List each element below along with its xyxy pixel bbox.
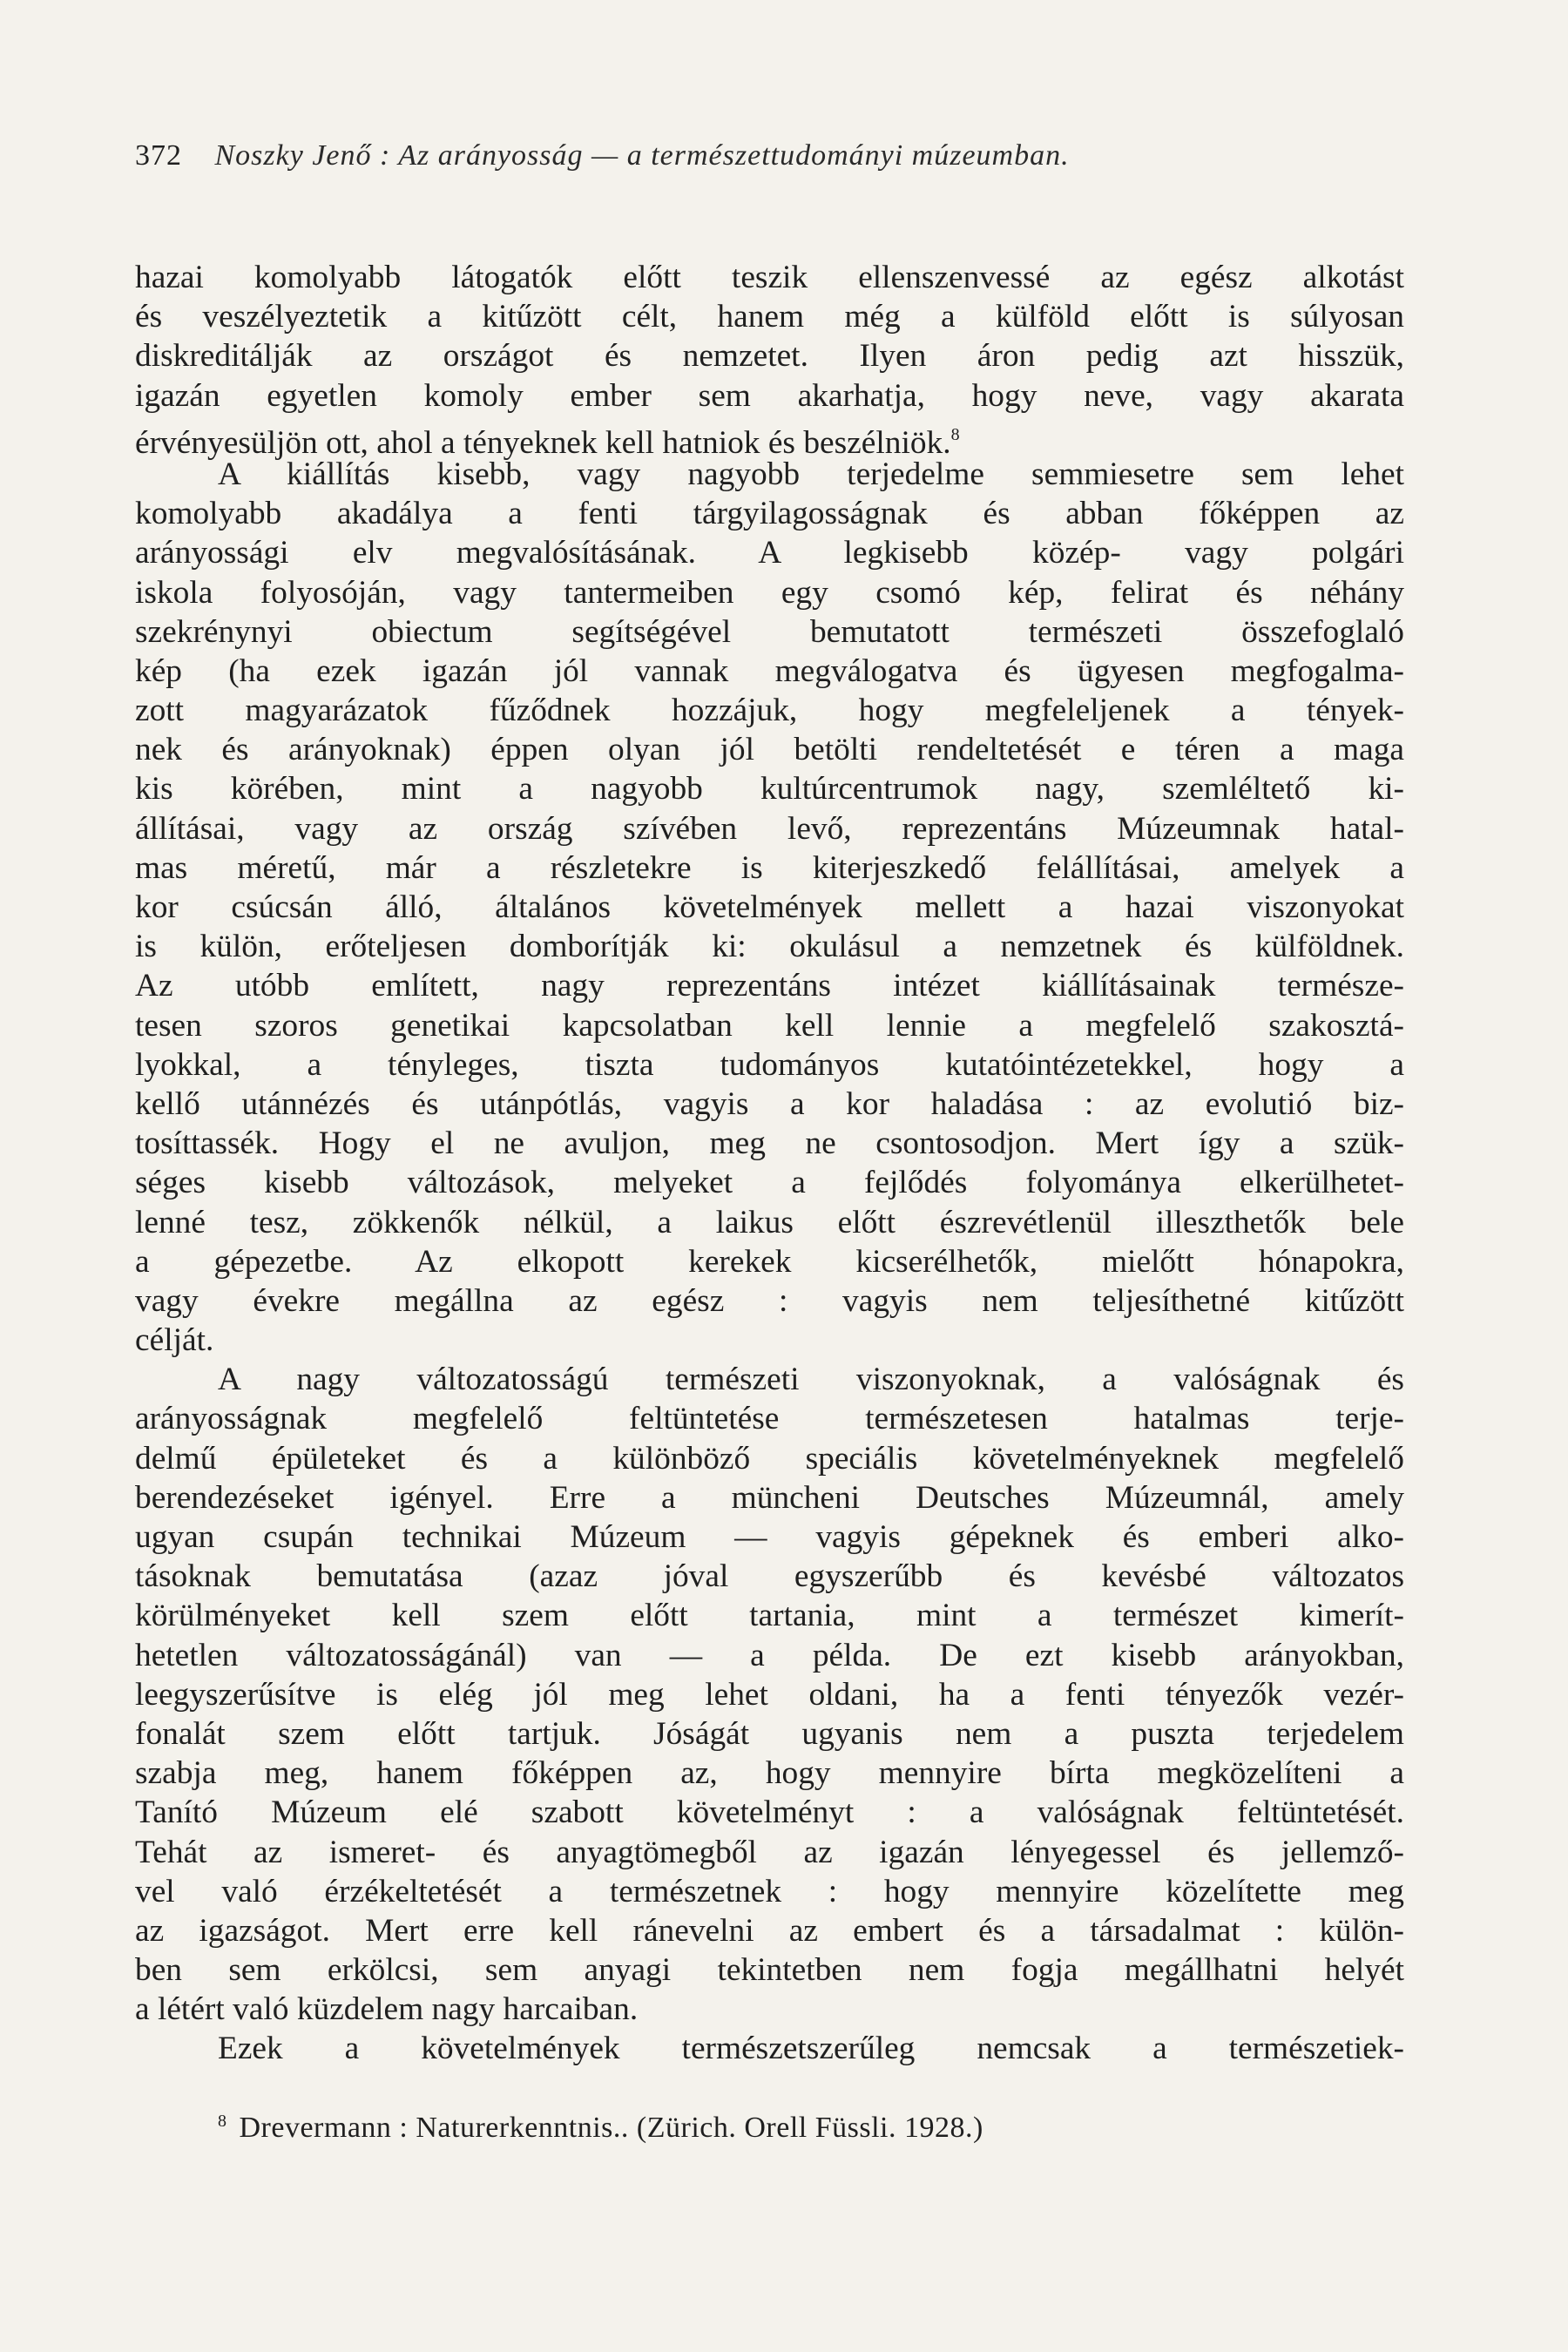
text-line: és veszélyeztetik a kitűzött célt, hanem még a külföld előtt is súlyosan xyxy=(135,299,1404,335)
text-line: is külön, erőteljesen domborítják ki: okulásul a nemzetnek és külföldnek. xyxy=(135,929,1404,965)
text-line: berendezéseket igényel. Erre a müncheni Deutsches Múzeumnál, amely xyxy=(135,1479,1404,1516)
text-line: ugyan csupán technikai Múzeum — vagyis gépeknek és emberi alko- xyxy=(135,1519,1404,1555)
text-line: séges kisebb változások, melyeket a fejlődés folyománya elkerülhetet- xyxy=(135,1165,1404,1201)
text-line: tesen szoros genetikai kapcsolatban kell lennie a megfelelő szakosztá- xyxy=(135,1007,1404,1044)
text-line: igazán egyetlen komoly ember sem akarhatja, hogy neve, vagy akarata xyxy=(135,377,1404,414)
text-line: tosíttassék. Hogy el ne avuljon, meg ne csontosodjon. Mert így a szük- xyxy=(135,1125,1404,1162)
text-line: A nagy változatosságú természeti viszonyoknak, a valóságnak és xyxy=(218,1362,1404,1398)
text-line: komolyabb akadálya a fenti tárgyilagosságnak és abban főképpen az xyxy=(135,496,1404,532)
text-line: hazai komolyabb látogatók előtt teszik ellenszenvessé az egész alkotást xyxy=(135,260,1404,295)
text-line: érvényesüljön ott, ahol a tényeknek kell hatniok és beszélniök. xyxy=(135,424,951,461)
running-header xyxy=(135,139,1407,172)
text-line: delmű épületeket és a különböző speciális követelményeknek megfelelő xyxy=(135,1440,1404,1477)
footnote-text: Drevermann : Naturerkenntnis.. (Zürich. Orell Füssli. 1928.) xyxy=(239,2112,983,2144)
text-line: mas méretű, már a részletekre is kiterjeszkedő felállításai, amelyek a xyxy=(135,849,1404,886)
text-line: lenné tesz, zökkenők nélkül, a laikus előtt észrevétlenül illeszthetők bele xyxy=(135,1204,1404,1240)
text-line: kellő utánnézés és utánpótlás, vagyis a kor haladása : az evolutió biz- xyxy=(135,1085,1404,1122)
text-line: zott magyarázatok fűződnek hozzájuk, hogy megfeleljenek a tények- xyxy=(135,693,1404,729)
text-line: iskola folyosóján, vagy tantermeiben egy csomó kép, felirat és néhány xyxy=(135,574,1404,611)
text-line: nek és arányoknak) éppen olyan jól betölti rendeltetését e téren a maga xyxy=(135,732,1404,768)
text-line: kor csúcsán álló, általános követelmények mellett a hazai viszonyokat xyxy=(135,889,1404,925)
text-line: lyokkal, a tényleges, tiszta tudományos kutatóintézetekkel, hogy a xyxy=(135,1046,1404,1083)
text-line-with-footnote xyxy=(135,416,1404,461)
page-number: 372 xyxy=(135,139,182,172)
footnote-reference: 8 xyxy=(950,424,960,444)
text-line: Az utóbb említett, nagy reprezentáns intézet kiállításainak természe- xyxy=(135,968,1404,1004)
text-line: állításai, vagy az ország szívében levő, reprezentáns Múzeumnak hatal- xyxy=(135,810,1404,847)
text-line: a gépezetbe. Az elkopott kerekek kicserélhetők, mielőtt hónapokra, xyxy=(135,1243,1404,1280)
text-line: vel való érzékeltetését a természetnek : hogy mennyire közelítette meg xyxy=(135,1873,1404,1909)
text-line: fonalát szem előtt tartjuk. Jóságát ugyanis nem a puszta terjedelem xyxy=(135,1715,1404,1752)
text-line: Tehát az ismeret- és anyagtömegből az igazán lényegessel és jellemző- xyxy=(135,1834,1404,1870)
footnote-mark: 8 xyxy=(218,2112,227,2131)
text-line: vagy évekre megállna az egész : vagyis nem teljesíthetné kitűzött xyxy=(135,1282,1404,1319)
text-line: tásoknak bemutatása (azaz jóval egyszerűbb és kevésbé változatos xyxy=(135,1558,1404,1595)
text-line: körülményeket kell szem előtt tartania, mint a természet kimerít- xyxy=(135,1598,1404,1634)
text-line: A kiállítás kisebb, vagy nagyobb terjedelme semmiesetre sem lehet xyxy=(218,456,1404,492)
text-line: ben sem erkölcsi, sem anyagi tekintetben nem fogja megállhatni helyét xyxy=(135,1952,1404,1989)
text-line: diskreditálják az országot és nemzetet. Ilyen áron pedig azt hisszük, xyxy=(135,338,1404,375)
text-line: célját. xyxy=(135,1322,214,1359)
text-line: kis körében, mint a nagyobb kultúrcentrumok nagy, szemléltető ki- xyxy=(135,771,1404,808)
text-line: hetetlen változatosságánál) van — a példa. De ezt kisebb arányokban, xyxy=(135,1637,1404,1673)
text-line: arányosságnak megfelelő feltüntetése természetesen hatalmas terje- xyxy=(135,1401,1404,1437)
text-line: az igazságot. Mert erre kell ránevelni az embert és a társadalmat : külön- xyxy=(135,1912,1404,1949)
text-line: Ezek a követelmények természetszerűleg nemcsak a természetiek- xyxy=(218,2031,1404,2067)
text-line: a létért való küzdelem nagy harcaiban. xyxy=(135,1991,639,2028)
text-line: Tanító Múzeum elé szabott követelményt : a valóságnak feltüntetését. xyxy=(135,1794,1404,1831)
footnote xyxy=(218,2112,1350,2145)
text-line: leegyszerűsítve is elég jól meg lehet oldani, ha a fenti tényezők vezér- xyxy=(135,1676,1404,1713)
text-line: szabja meg, hanem főképpen az, hogy mennyire bírta megközelíteni a xyxy=(135,1755,1404,1792)
running-title: Noszky Jenő : Az arányosság — a természettudományi múzeumban. xyxy=(214,139,1070,172)
text-line: arányossági elv megvalósításának. A legkisebb közép- vagy polgári xyxy=(135,535,1404,571)
text-line: szekrénynyi obiectum segítségével bemutatott természeti összefoglaló xyxy=(135,613,1404,650)
main-text xyxy=(135,258,1404,2069)
text-line: kép (ha ezek igazán jól vannak megválogatva és ügyesen megfogalma- xyxy=(135,652,1404,689)
